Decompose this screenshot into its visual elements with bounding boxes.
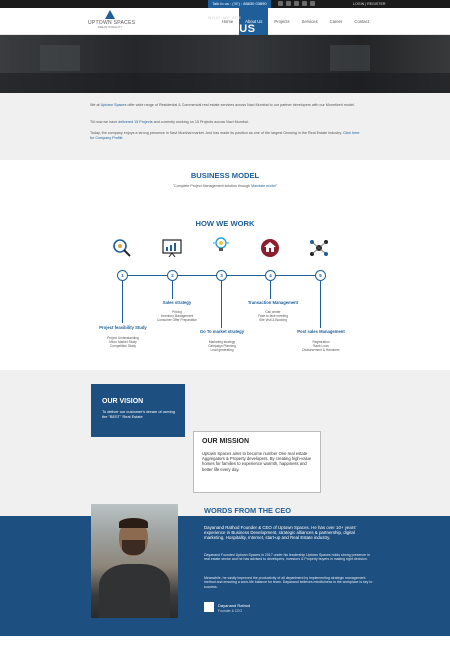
step-desc-line: Lead generating bbox=[210, 348, 234, 352]
vision-heading: OUR VISION bbox=[102, 398, 144, 405]
hero-banner bbox=[0, 35, 450, 93]
logo-tagline: DREAM IN REALITY bbox=[97, 26, 123, 29]
intro-text: Till now we have bbox=[90, 120, 119, 124]
step-connector bbox=[172, 281, 173, 299]
intro-paragraph-1 bbox=[90, 103, 362, 108]
auth-links bbox=[353, 0, 386, 8]
intro-text: offer wide range of Residential & Commercial real estate services across Navi Mumbai to our partner developers with our Monetized model. bbox=[126, 103, 355, 107]
bm-text: " bbox=[275, 184, 278, 188]
step-desc-line: Disbursement & Handover bbox=[302, 348, 340, 352]
ceo-name: Dayanand Rathod bbox=[218, 603, 251, 608]
login-link[interactable]: LOGIN bbox=[353, 2, 365, 6]
step-number: 5 bbox=[315, 270, 326, 281]
step-number: 3 bbox=[216, 270, 227, 281]
hero-window-shape bbox=[40, 45, 80, 71]
ceo-role: Founder & CEO bbox=[218, 609, 243, 613]
ceo-heading: WORDS FROM THE CEO bbox=[204, 506, 292, 515]
bm-text: "Complete Project Management solution through bbox=[172, 184, 252, 188]
instagram-icon[interactable] bbox=[302, 1, 307, 6]
step-desc bbox=[92, 336, 154, 348]
step-title: Sales strategy bbox=[162, 300, 192, 305]
step-desc-line: Project Understanding bbox=[107, 336, 139, 340]
step-connector bbox=[320, 281, 321, 328]
ceo-signature-logo-icon bbox=[204, 602, 214, 612]
nav-projects[interactable]: Projects bbox=[274, 19, 290, 24]
step-title: Project feasibility Study bbox=[99, 325, 147, 330]
nav-about-us[interactable]: About Us bbox=[239, 8, 268, 35]
step-connector bbox=[122, 281, 123, 323]
step-desc-line: Marketing strategy bbox=[208, 340, 236, 344]
step-desc bbox=[240, 310, 306, 322]
ceo-intro: Dayanand Rathod Founder & CEO of Uptown Spaces. He has over 10+ years' experience in Business Development, strategic alliances & partnership, digital marketing, Hospitality, Internet, start-up and Real Estate industry. bbox=[204, 525, 357, 541]
step-number: 4 bbox=[265, 270, 276, 281]
hero-window-shape bbox=[330, 45, 370, 71]
step-desc-line: Bank Loan bbox=[313, 344, 329, 348]
youtube-icon[interactable] bbox=[310, 1, 315, 6]
presentation-chart-icon bbox=[161, 238, 183, 258]
ceo-paragraph: Meanwhile, he vastly improved the productivity of all department by implementing strategic management method and ensuring a work-life balance for team. Dayanand believes mindfulness in the workplace is key to success. bbox=[204, 576, 373, 589]
logo-name: UPTOWN SPACES bbox=[88, 20, 136, 26]
how-we-work-heading: HOW WE WORK bbox=[195, 219, 255, 228]
mission-text: Uptown Spaces aims to become number One real estate Aggregators & Property developers. By creating high-value homes for families to experience warmth, happiness and better life every day. bbox=[202, 451, 312, 472]
nav-career[interactable]: Career bbox=[329, 19, 343, 24]
step-title: Go To market strategy bbox=[199, 329, 245, 334]
nav-home[interactable]: Home bbox=[222, 19, 234, 24]
social-icons bbox=[278, 1, 315, 7]
ceo-photo bbox=[91, 504, 178, 618]
company-profile-link[interactable]: Click here for Company Profile bbox=[90, 131, 360, 140]
vision-text: To deliver our customer's dream of owning the "BEST" Real Estate bbox=[102, 409, 175, 419]
magnifier-icon bbox=[111, 238, 133, 258]
nav-contact[interactable]: Contact bbox=[354, 19, 369, 24]
mandate-model-highlight: Mandate model bbox=[251, 184, 276, 188]
brand-link[interactable]: Uptown Spaces bbox=[100, 103, 127, 107]
house-handshake-icon bbox=[259, 238, 281, 258]
step-desc-line: Micro Market Study bbox=[109, 340, 137, 344]
intro-text: Today, the company enjoys a strong presence in Navi Mumbai market. And has made its position as one of the largest Growing in the Real Estate Industry. bbox=[90, 131, 343, 135]
hero-title: ABOUT US bbox=[194, 23, 256, 35]
lightbulb-gear-icon bbox=[210, 236, 232, 256]
people-network-icon bbox=[308, 238, 330, 258]
business-model-subtitle bbox=[0, 184, 450, 188]
step-desc-line: Consumer Offer Preparation bbox=[157, 318, 197, 322]
step-title: Post sales Management bbox=[297, 329, 345, 334]
step-desc-line: Site Visit & Booking bbox=[259, 318, 287, 322]
hero-floor-shade bbox=[0, 73, 450, 93]
step-desc-line: Inventory Management bbox=[160, 314, 194, 318]
step-number: 1 bbox=[117, 270, 128, 281]
business-model-heading: BUSINESS MODEL bbox=[190, 171, 260, 180]
hero-subtitle: WHAT WE ARE bbox=[207, 16, 243, 20]
step-desc-line: Campaign Planning bbox=[208, 344, 236, 348]
talk-to-us-phone[interactable]: Talk to us : (☏) : 88830 03890 bbox=[208, 0, 271, 8]
step-desc-line: Competition Study bbox=[109, 344, 137, 348]
register-link[interactable]: REGISTER bbox=[367, 2, 386, 6]
delivered-projects-highlight: delivered 15 Projects bbox=[118, 120, 153, 124]
intro-text: We at bbox=[90, 103, 101, 107]
ceo-paragraph: Dayanand Founded Uptown Spaces in 2017 under his leadership Uptown Spaces holds strong presence in real estate sector and he has advised to developers, investors & Property buyers in making right decision. bbox=[204, 553, 370, 562]
step-desc-line: Face to face meeting bbox=[258, 314, 288, 318]
step-connector bbox=[221, 281, 222, 328]
step-desc bbox=[191, 340, 253, 352]
step-desc-line: Call center bbox=[265, 310, 281, 314]
step-desc-line: Registration bbox=[312, 340, 330, 344]
intro-paragraph-2 bbox=[90, 120, 362, 125]
step-number: 2 bbox=[167, 270, 178, 281]
step-desc-line: Pricing bbox=[172, 310, 182, 314]
intro-section bbox=[0, 93, 450, 160]
intro-text: and currently working on 15 Projects across Navi Mumbai. bbox=[152, 120, 249, 124]
twitter-icon[interactable] bbox=[294, 1, 299, 6]
page-bottom bbox=[0, 636, 450, 646]
step-desc bbox=[146, 310, 208, 322]
intro-paragraph-3 bbox=[90, 131, 362, 141]
ceo-photo-hair bbox=[119, 518, 148, 528]
step-desc bbox=[290, 340, 352, 352]
ceo-photo-beard bbox=[122, 540, 145, 555]
step-title: Transaction Management bbox=[247, 300, 299, 305]
nav-services[interactable]: Services bbox=[301, 19, 318, 24]
step-connector bbox=[270, 281, 271, 299]
linkedin-icon[interactable] bbox=[278, 1, 283, 6]
facebook-icon[interactable] bbox=[286, 1, 291, 6]
mission-heading: OUR MISSION bbox=[202, 438, 250, 445]
ceo-photo-shirt bbox=[99, 564, 170, 618]
auth-separator: | bbox=[365, 2, 367, 6]
